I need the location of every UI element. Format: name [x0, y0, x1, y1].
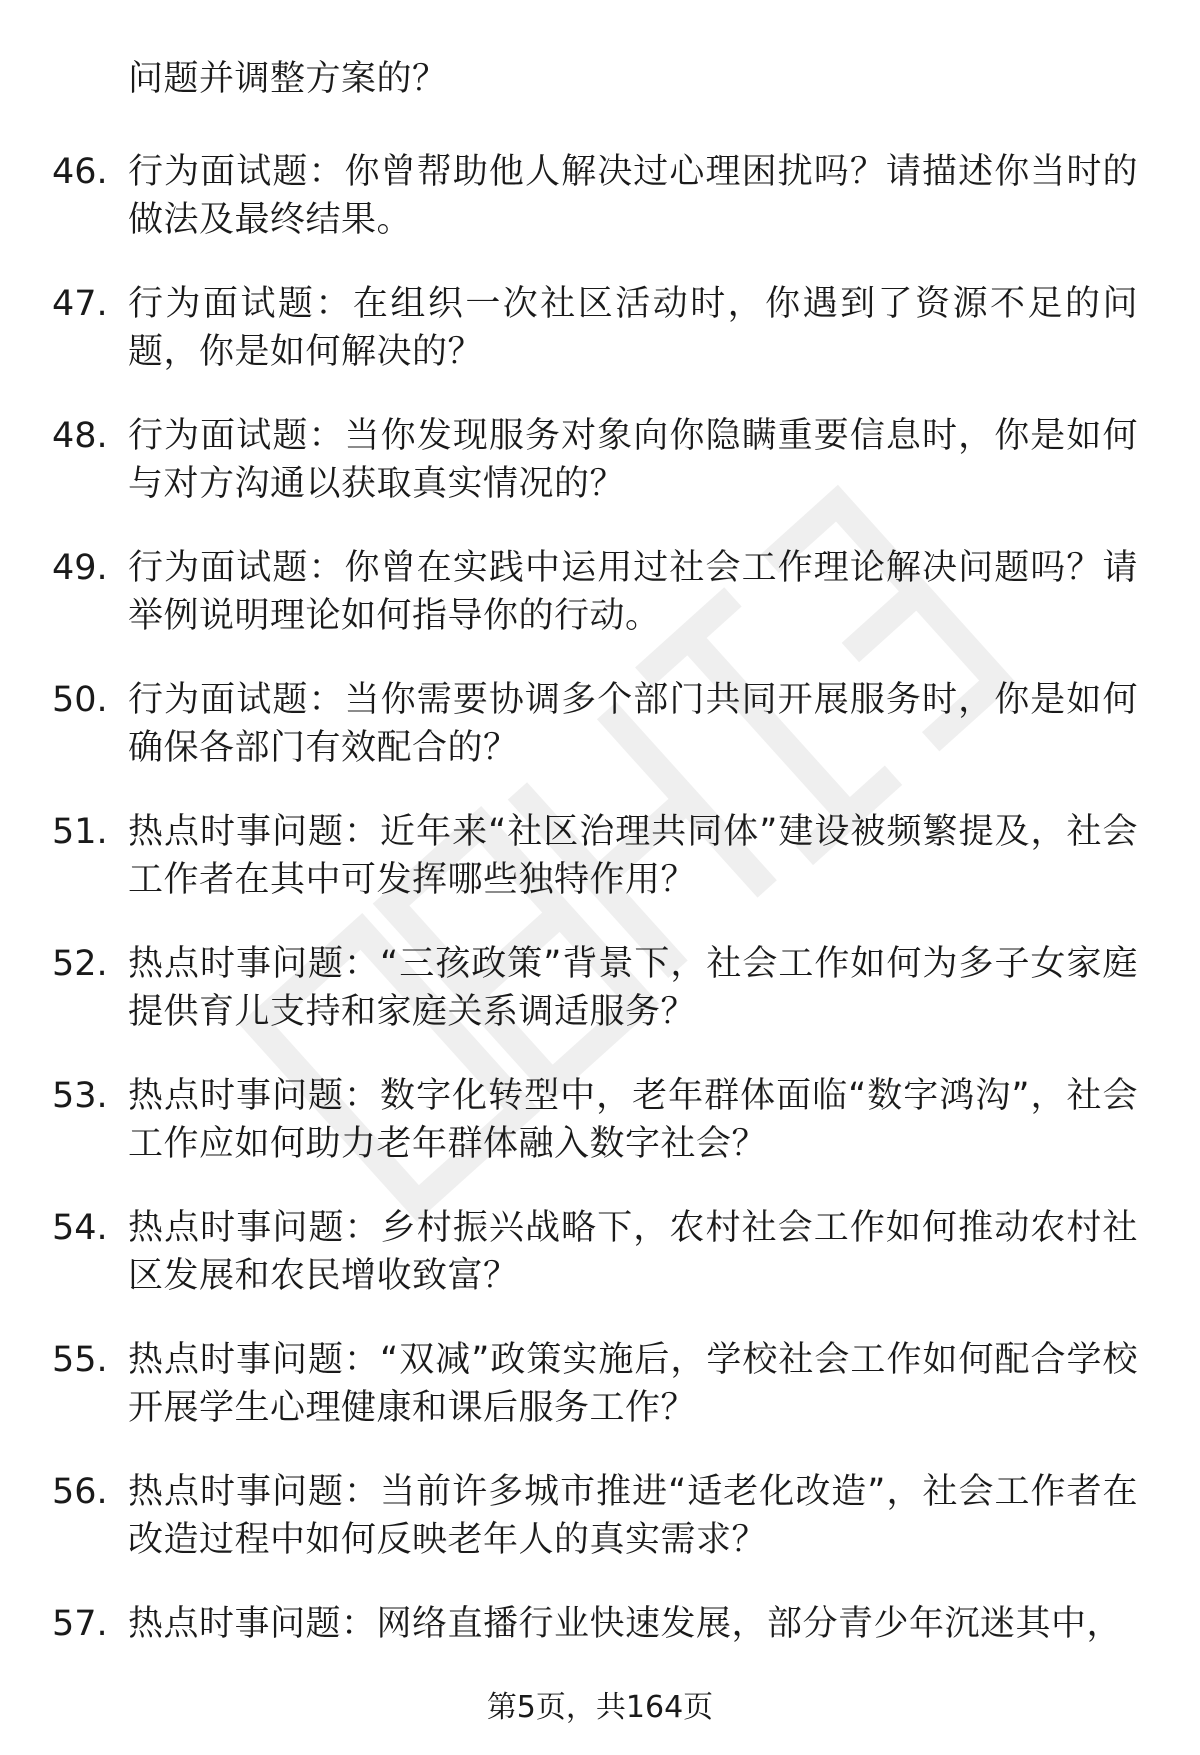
question-text: 热点时事问题：网络直播行业快速发展，部分青少年沉迷其中， — [128, 1604, 1123, 1644]
list-item — [0, 412, 1200, 544]
question-number: 47. — [52, 284, 108, 324]
question-number: 55. — [52, 1340, 108, 1380]
list-item — [0, 676, 1200, 808]
question-number: 46. — [52, 152, 108, 192]
question-number: 57. — [52, 1604, 108, 1644]
question-text: 热点时事问题：当前许多城市推进“适老化改造”，社会工作者在改造过程中如何反映老年人的真实需求？ — [128, 1472, 1138, 1560]
question-text: 行为面试题：在组织一次社区活动时，你遇到了资源不足的问题，你是如何解决的？ — [128, 284, 1138, 372]
list-item — [0, 544, 1200, 676]
list-item — [0, 1072, 1200, 1204]
question-number: 56. — [52, 1472, 108, 1512]
question-text: 行为面试题：当你发现服务对象向你隐瞒重要信息时，你是如何与对方沟通以获取真实情况的？ — [128, 416, 1138, 504]
page-footer: 第5页，共164页 — [486, 1690, 714, 1725]
question-text: 热点时事问题：近年来“社区治理共同体”建设被频繁提及，社会工作者在其中可发挥哪些独特作用？ — [128, 812, 1138, 900]
question-number: 52. — [52, 944, 108, 984]
list-item — [0, 1336, 1200, 1468]
question-number: 51. — [52, 812, 108, 852]
list-item — [0, 808, 1200, 940]
question-number: 50. — [52, 680, 108, 720]
question-text: 热点时事问题：乡村振兴战略下，农村社会工作如何推动农村社区发展和农民增收致富？ — [128, 1208, 1138, 1296]
list-item — [0, 280, 1200, 412]
question-text: 行为面试题：你曾帮助他人解决过心理困扰吗？请描述你当时的做法及最终结果。 — [128, 152, 1138, 240]
question-number: 54. — [52, 1208, 108, 1248]
question-list — [0, 148, 1200, 1732]
list-item — [0, 1468, 1200, 1600]
continuation-text: 问题并调整方案的？ — [128, 59, 448, 99]
list-item — [0, 940, 1200, 1072]
question-text: 行为面试题：你曾在实践中运用过社会工作理论解决问题吗？请举例说明理论如何指导你的行动。 — [128, 548, 1138, 636]
question-text: 热点时事问题：“三孩政策”背景下，社会工作如何为多子女家庭提供育儿支持和家庭关系调适服务？ — [128, 944, 1138, 1032]
question-text: 行为面试题：当你需要协调多个部门共同开展服务时，你是如何确保各部门有效配合的？ — [128, 680, 1138, 768]
list-item — [0, 148, 1200, 280]
question-number: 48. — [52, 416, 108, 456]
question-text: 热点时事问题：数字化转型中，老年群体面临“数字鸿沟”，社会工作应如何助力老年群体融入数字社会？ — [128, 1076, 1138, 1164]
list-item — [0, 1204, 1200, 1336]
question-text: 热点时事问题：“双减”政策实施后，学校社会工作如何配合学校开展学生心理健康和课后服务工作？ — [128, 1340, 1138, 1428]
question-number: 49. — [52, 548, 108, 588]
question-number: 53. — [52, 1076, 108, 1116]
